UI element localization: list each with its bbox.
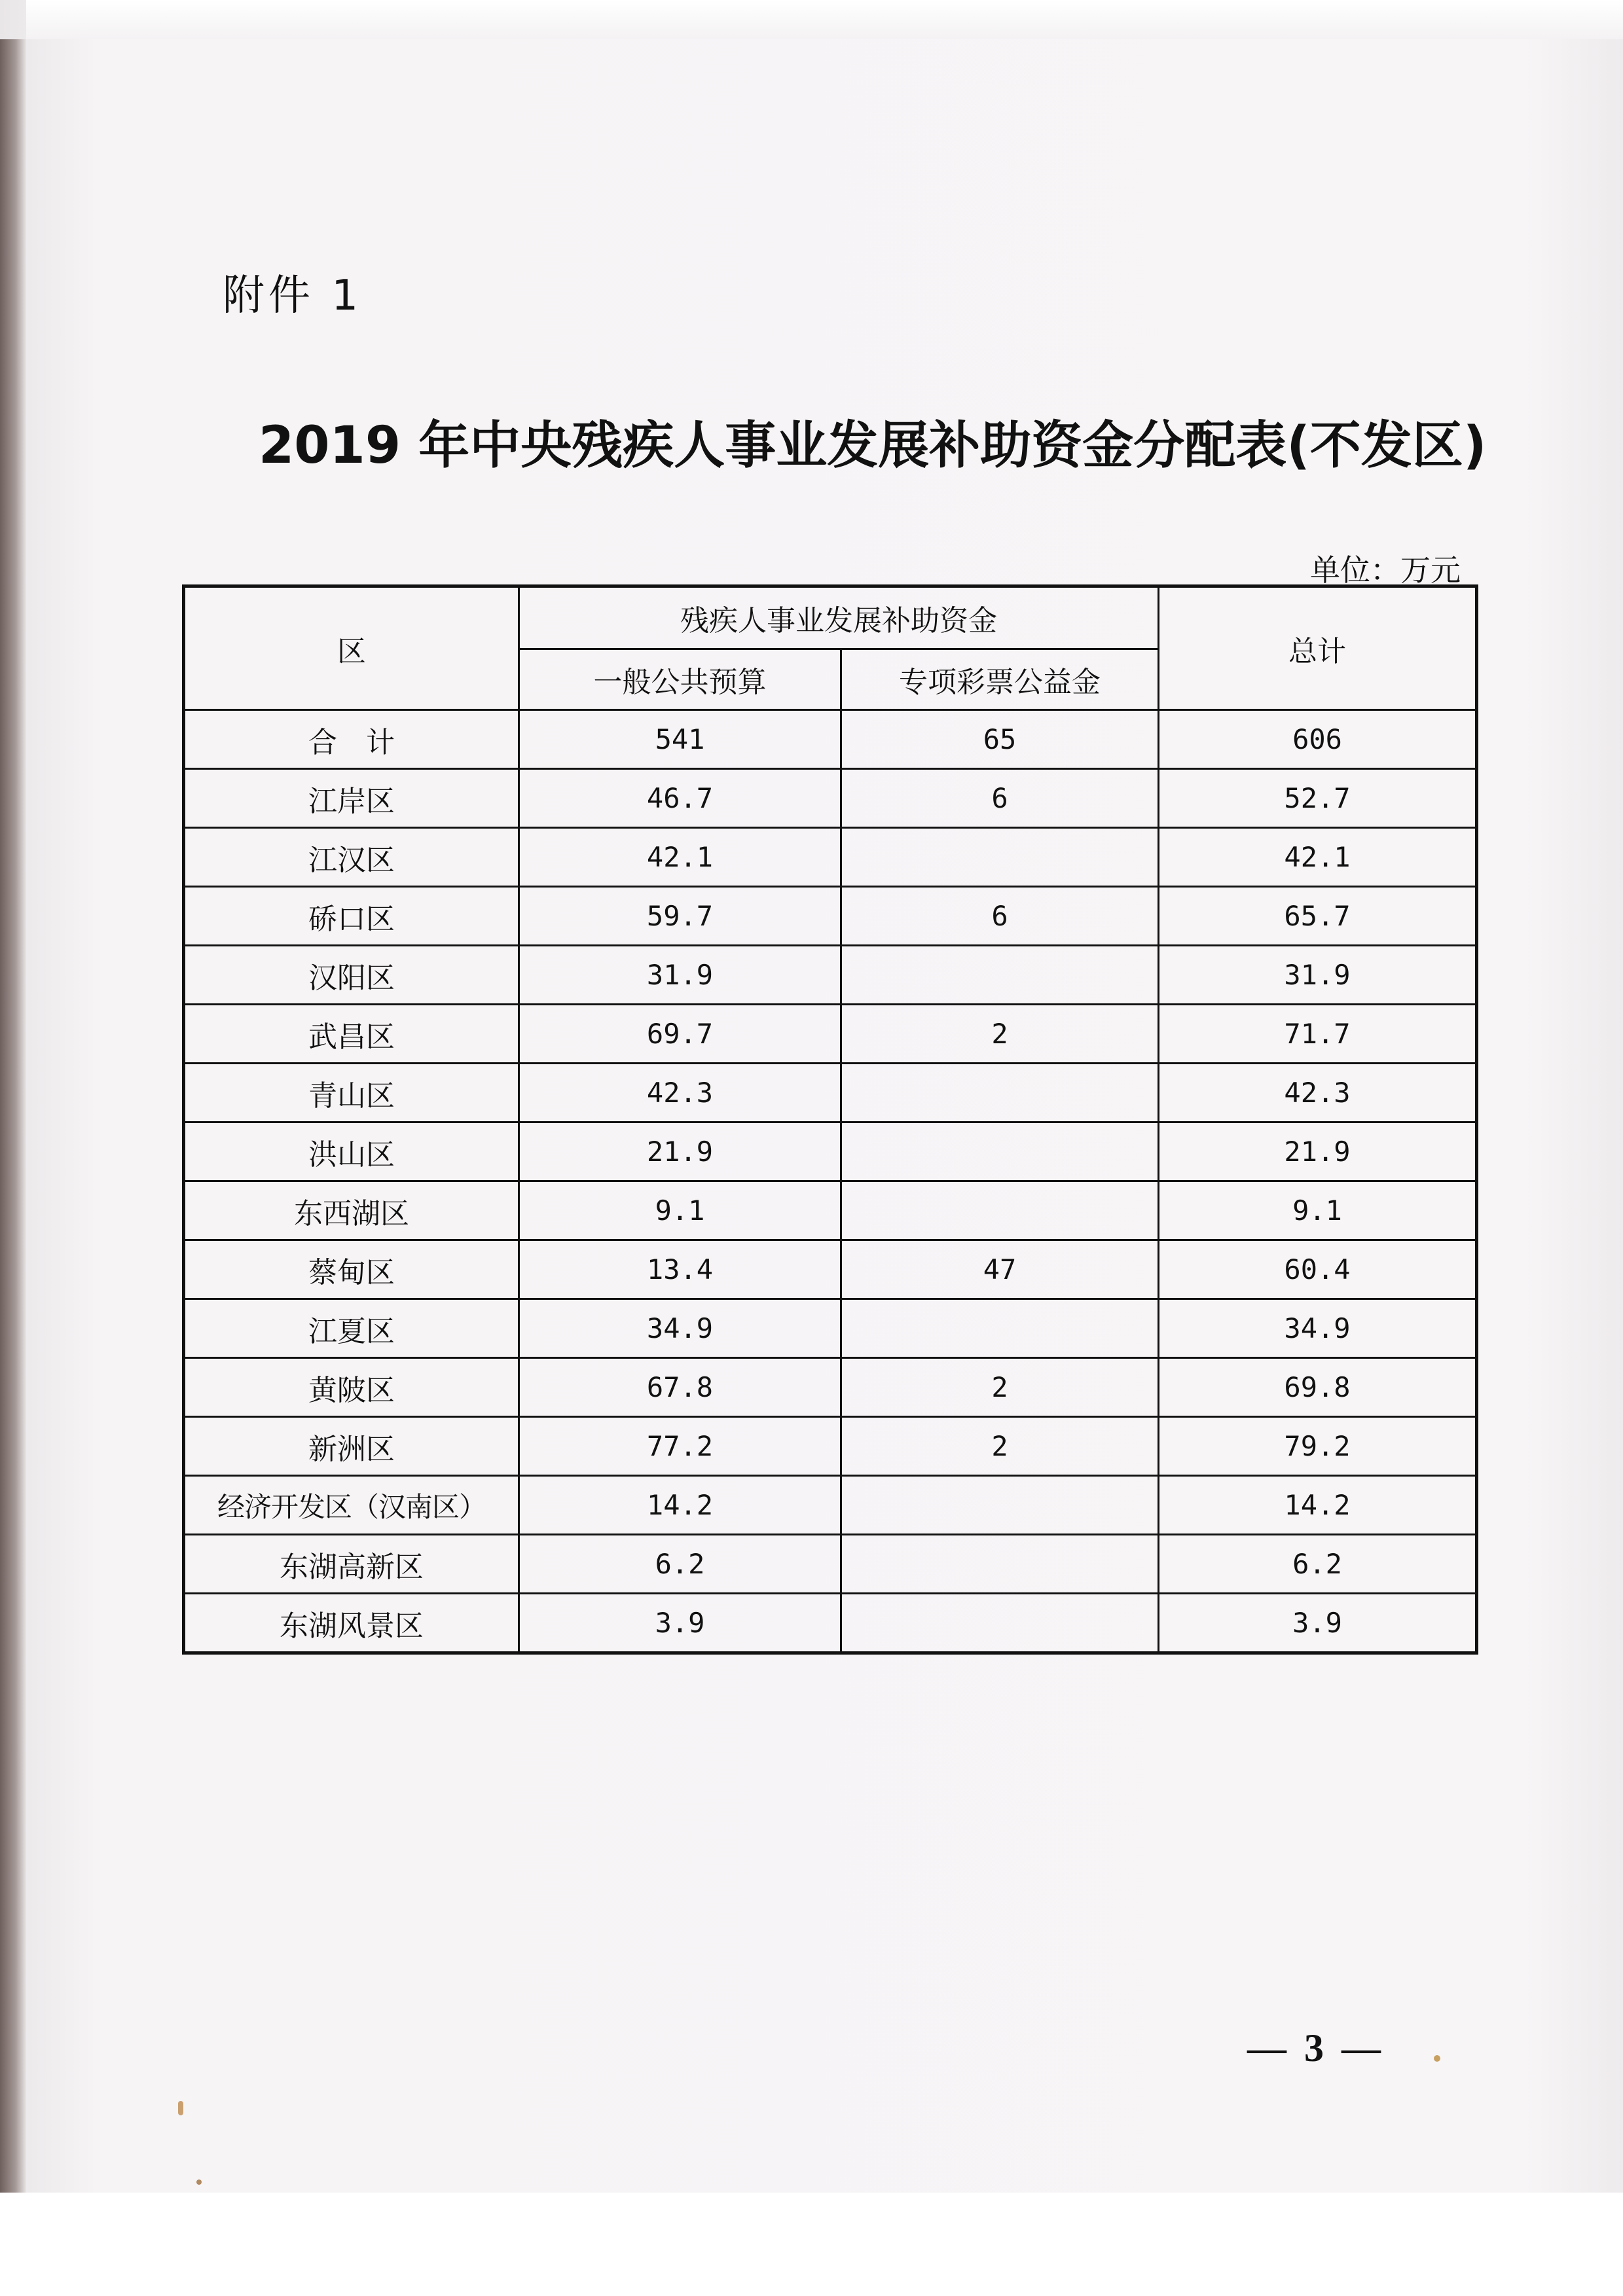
lottery-fund-cell: 65 (841, 710, 1159, 769)
district-name-cell: 青山区 (184, 1064, 519, 1122)
lottery-fund-cell (841, 946, 1159, 1005)
district-name-cell: 江岸区 (184, 769, 519, 828)
total-cell: 34.9 (1159, 1299, 1477, 1358)
general-budget-cell: 42.3 (519, 1064, 841, 1122)
table-row (184, 946, 1477, 1005)
total-cell: 69.8 (1159, 1358, 1477, 1417)
lottery-fund-cell (841, 1299, 1159, 1358)
table-row (184, 1476, 1477, 1535)
district-name-cell: 汉阳区 (184, 946, 519, 1005)
district-name-cell: 新洲区 (184, 1417, 519, 1476)
table-row (184, 1005, 1477, 1064)
general-budget-cell: 42.1 (519, 828, 841, 887)
table-row (184, 710, 1477, 769)
total-cell: 42.1 (1159, 828, 1477, 887)
general-budget-cell: 46.7 (519, 769, 841, 828)
general-budget-cell: 14.2 (519, 1476, 841, 1535)
lottery-fund-cell (841, 1535, 1159, 1594)
lottery-fund-cell: 47 (841, 1240, 1159, 1299)
paper-speck (178, 2101, 183, 2115)
table-header-row (184, 586, 1477, 649)
header-general-budget: 一般公共预算 (519, 649, 841, 710)
lottery-fund-cell (841, 1122, 1159, 1181)
lottery-fund-cell: 2 (841, 1005, 1159, 1064)
table-row (184, 887, 1477, 946)
header-total: 总计 (1159, 586, 1477, 710)
district-name-cell: 黄陂区 (184, 1358, 519, 1417)
attachment-label: 附件 1 (223, 272, 363, 320)
total-cell: 6.2 (1159, 1535, 1477, 1594)
district-name-cell: 江夏区 (184, 1299, 519, 1358)
table-row (184, 1181, 1477, 1240)
total-cell: 606 (1159, 710, 1477, 769)
total-cell: 71.7 (1159, 1005, 1477, 1064)
general-budget-cell: 6.2 (519, 1535, 841, 1594)
page-bottom-edge (0, 2193, 1623, 2296)
total-cell: 65.7 (1159, 887, 1477, 946)
header-lottery-fund: 专项彩票公益金 (841, 649, 1159, 710)
total-cell: 3.9 (1159, 1594, 1477, 1653)
general-budget-cell: 21.9 (519, 1122, 841, 1181)
page-left-shadow (0, 39, 26, 2193)
total-cell: 79.2 (1159, 1417, 1477, 1476)
table-row (184, 1240, 1477, 1299)
district-name-cell: 东湖高新区 (184, 1535, 519, 1594)
table-row (184, 1358, 1477, 1417)
header-district: 区 (184, 586, 519, 710)
page-top-edge (26, 0, 1623, 39)
lottery-fund-cell (841, 1181, 1159, 1240)
total-cell: 9.1 (1159, 1181, 1477, 1240)
paper-speck (196, 2179, 202, 2185)
total-cell: 60.4 (1159, 1240, 1477, 1299)
district-name-cell: 合 计 (184, 710, 519, 769)
table-row (184, 1535, 1477, 1594)
general-budget-cell: 34.9 (519, 1299, 841, 1358)
district-name-cell: 武昌区 (184, 1005, 519, 1064)
header-fund-group: 残疾人事业发展补助资金 (519, 586, 1159, 649)
general-budget-cell: 541 (519, 710, 841, 769)
lottery-fund-cell (841, 1594, 1159, 1653)
general-budget-cell: 67.8 (519, 1358, 841, 1417)
total-cell: 42.3 (1159, 1064, 1477, 1122)
district-name-cell: 硚口区 (184, 887, 519, 946)
total-cell: 31.9 (1159, 946, 1477, 1005)
lottery-fund-cell: 6 (841, 887, 1159, 946)
document-title: 2019 年中央残疾人事业发展补助资金分配表(不发区) (259, 416, 1487, 475)
general-budget-cell: 77.2 (519, 1417, 841, 1476)
lottery-fund-cell: 2 (841, 1358, 1159, 1417)
district-name-cell: 蔡甸区 (184, 1240, 519, 1299)
general-budget-cell: 3.9 (519, 1594, 841, 1653)
table-row (184, 1299, 1477, 1358)
page-number: — 3 — (1247, 2026, 1385, 2070)
total-cell: 14.2 (1159, 1476, 1477, 1535)
lottery-fund-cell: 2 (841, 1417, 1159, 1476)
table-row (184, 1064, 1477, 1122)
district-name-cell: 东西湖区 (184, 1181, 519, 1240)
table-row (184, 1594, 1477, 1653)
table-row (184, 1122, 1477, 1181)
table-row (184, 1417, 1477, 1476)
district-name-cell: 江汉区 (184, 828, 519, 887)
lottery-fund-cell (841, 1064, 1159, 1122)
general-budget-cell: 13.4 (519, 1240, 841, 1299)
lottery-fund-cell: 6 (841, 769, 1159, 828)
general-budget-cell: 69.7 (519, 1005, 841, 1064)
total-cell: 21.9 (1159, 1122, 1477, 1181)
table-row (184, 828, 1477, 887)
table-row (184, 769, 1477, 828)
paper-speck (1434, 2055, 1440, 2062)
unit-label: 单位：万元 (1310, 552, 1461, 588)
total-cell: 52.7 (1159, 769, 1477, 828)
general-budget-cell: 59.7 (519, 887, 841, 946)
lottery-fund-cell (841, 1476, 1159, 1535)
allocation-table (182, 584, 1478, 1655)
district-name-cell: 东湖风景区 (184, 1594, 519, 1653)
general-budget-cell: 31.9 (519, 946, 841, 1005)
lottery-fund-cell (841, 828, 1159, 887)
general-budget-cell: 9.1 (519, 1181, 841, 1240)
district-name-cell: 经济开发区（汉南区） (184, 1476, 519, 1535)
district-name-cell: 洪山区 (184, 1122, 519, 1181)
